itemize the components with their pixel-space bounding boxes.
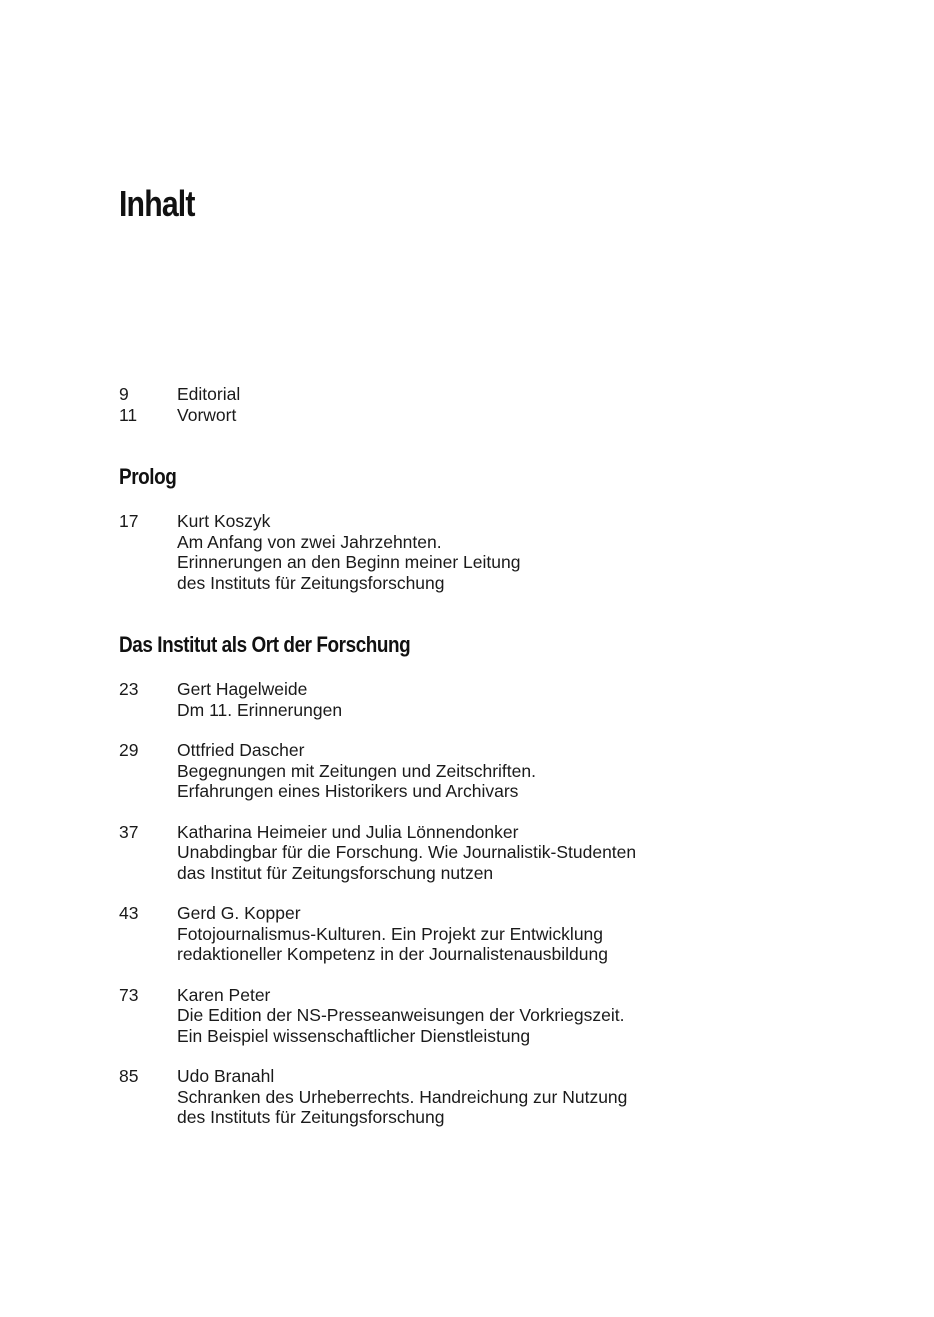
entry-line: Fotojournalismus-Kulturen. Ein Projekt zur Entwicklung bbox=[177, 923, 604, 944]
entry-text bbox=[177, 405, 819, 426]
entry-line: des Instituts für Zeitungsforschung bbox=[177, 1107, 445, 1127]
entry-line: Ein Beispiel wissenschaftlicher Dienstleistung bbox=[177, 1025, 531, 1046]
toc-entry bbox=[119, 679, 819, 720]
entry-line: Unabdingbar für die Forschung. Wie Journalistik-Studenten bbox=[177, 842, 637, 862]
section-heading: Das Institut als Ort der Forschung bbox=[119, 632, 411, 657]
page-number: 43 bbox=[119, 903, 139, 923]
page-number: 9 bbox=[119, 384, 129, 404]
toc-entry bbox=[119, 903, 819, 965]
page-number: 23 bbox=[119, 679, 139, 699]
toc-entry bbox=[119, 511, 819, 593]
entry-line: Dm 11. Erinnerungen bbox=[177, 699, 343, 720]
entry-author: Kurt Koszyk bbox=[177, 511, 271, 531]
entry-line: des Instituts für Zeitungsforschung bbox=[177, 572, 445, 593]
toc-entry bbox=[119, 384, 819, 405]
entry-author: Udo Branahl bbox=[177, 1066, 275, 1086]
page-title: Inhalt bbox=[119, 183, 195, 224]
table-of-contents bbox=[119, 384, 819, 1128]
entry-text bbox=[177, 903, 819, 965]
entry-line: Erfahrungen eines Historikers und Archivars bbox=[177, 781, 519, 801]
entry-line: Editorial bbox=[177, 384, 241, 404]
entry-line: Die Edition der NS-Presseanweisungen der Vorkriegszeit. bbox=[177, 1005, 625, 1025]
page-number: 73 bbox=[119, 984, 139, 1005]
entry-author: Ottfried Dascher bbox=[177, 740, 305, 760]
entry-line: das Institut für Zeitungsforschung nutzen bbox=[177, 862, 494, 883]
entry-author: Karen Peter bbox=[177, 984, 271, 1005]
entry-line: redaktioneller Kompetenz in der Journalistenausbildung bbox=[177, 944, 608, 964]
entry-text bbox=[177, 511, 819, 593]
page-number: 29 bbox=[119, 740, 139, 760]
toc-entry bbox=[119, 740, 819, 802]
entry-author: Katharina Heimeier und Julia Lönnendonker bbox=[177, 821, 519, 842]
entry-text bbox=[177, 679, 819, 720]
entry-text bbox=[177, 384, 819, 405]
toc-entry bbox=[119, 1066, 819, 1128]
entry-author: Gert Hagelweide bbox=[177, 679, 308, 699]
entry-line: Vorwort bbox=[177, 404, 237, 425]
page-number: 17 bbox=[119, 511, 139, 531]
entry-author: Gerd G. Kopper bbox=[177, 903, 301, 923]
entry-text bbox=[177, 985, 819, 1047]
entry-text bbox=[177, 822, 819, 884]
entry-line: Schranken des Urheberrechts. Handreichung zur Nutzung bbox=[177, 1086, 628, 1107]
entry-line: Erinnerungen an den Beginn meiner Leitung bbox=[177, 552, 521, 572]
entry-text bbox=[177, 1066, 819, 1128]
section-heading: Prolog bbox=[119, 464, 177, 489]
toc-entry bbox=[119, 822, 819, 884]
entry-line: Begegnungen mit Zeitungen und Zeitschriften. bbox=[177, 760, 536, 781]
toc-entry bbox=[119, 405, 819, 426]
page-number: 11 bbox=[119, 404, 138, 425]
entry-text bbox=[177, 740, 819, 802]
entry-line: Am Anfang von zwei Jahrzehnten. bbox=[177, 531, 442, 552]
page-number: 37 bbox=[119, 821, 139, 842]
toc-entry bbox=[119, 985, 819, 1047]
page-number: 85 bbox=[119, 1066, 139, 1086]
